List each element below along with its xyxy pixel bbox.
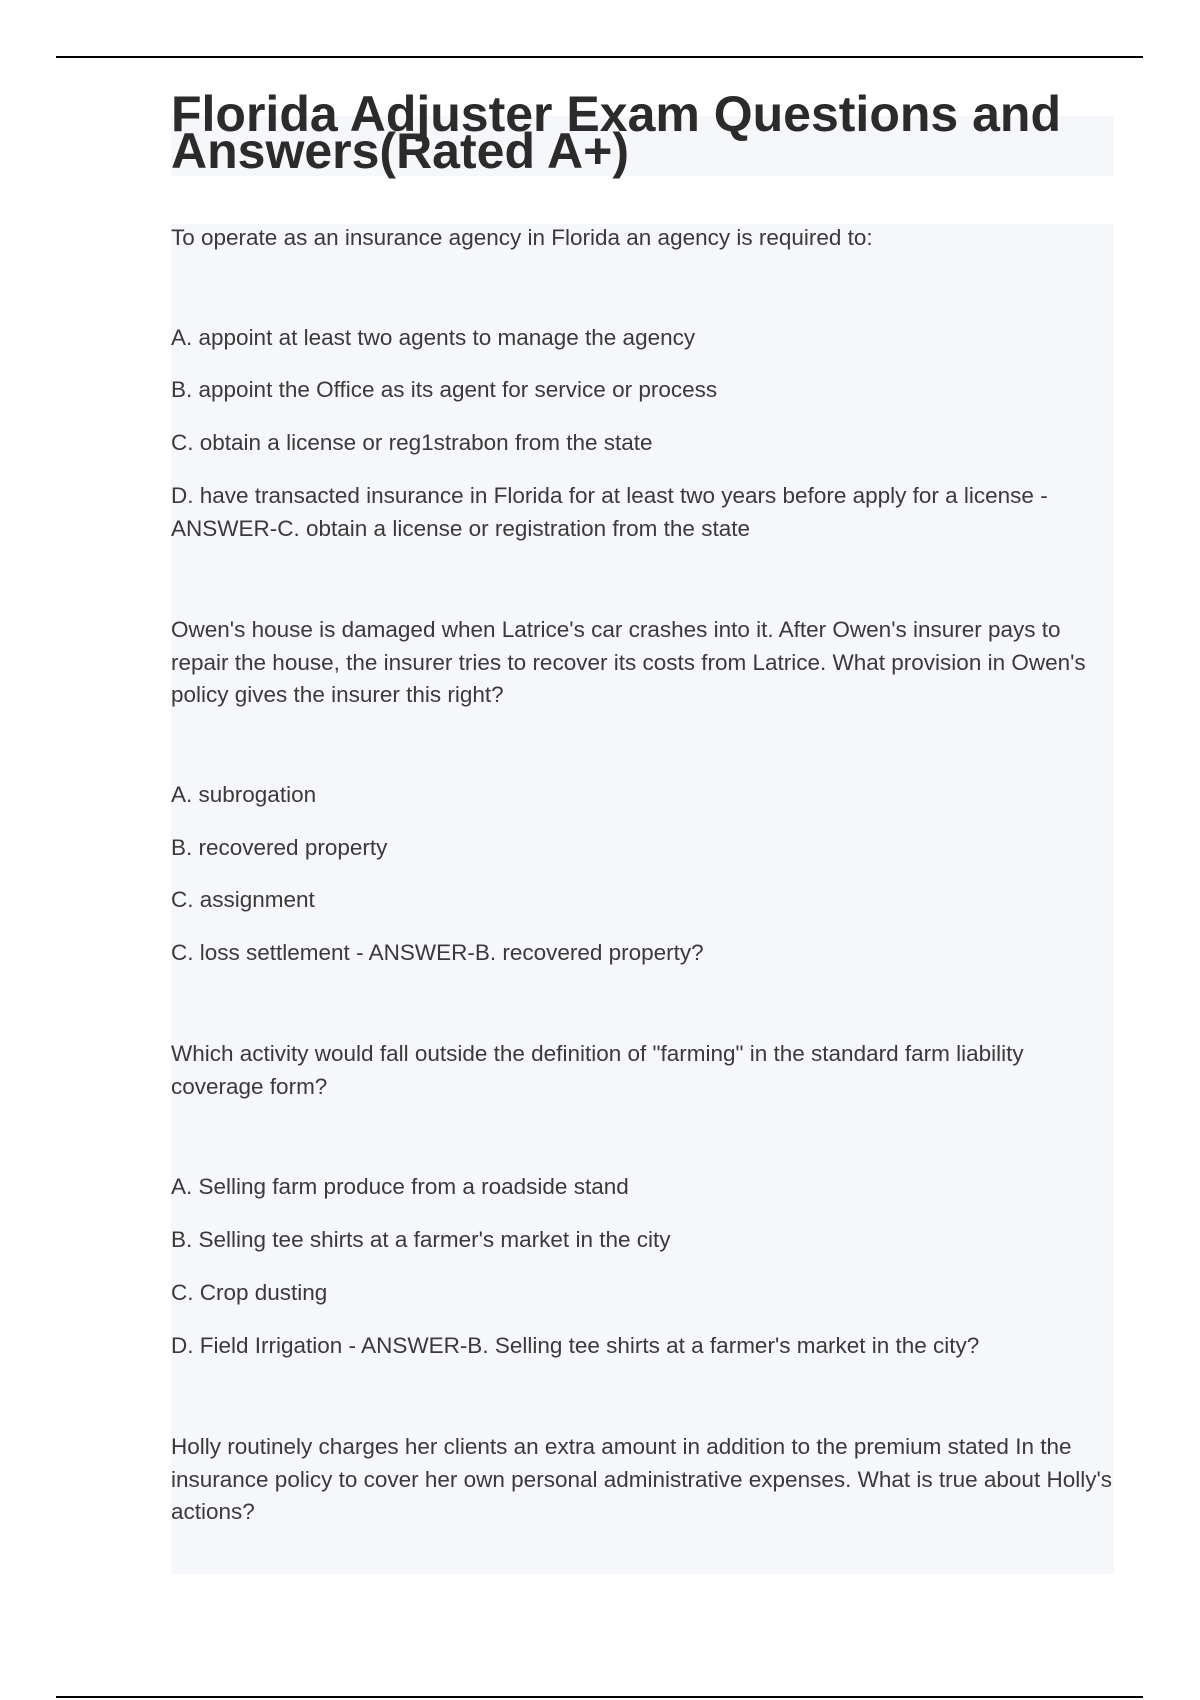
question-2-option-b: B. recovered property <box>171 835 388 860</box>
question-1-prompt: To operate as an insurance agency in Florida an agency is required to: <box>171 225 873 250</box>
question-1-option-c: C. obtain a license or reg1strabon from the state <box>171 430 653 455</box>
bottom-rule <box>56 1696 1143 1698</box>
question-1-option-d-answer: D. have transacted insurance in Florida for at least two years before apply for a license - ANSWER-C. obtain a license or registration from the state <box>171 483 1048 541</box>
question-3-option-c: C. Crop dusting <box>171 1280 328 1305</box>
question-4-prompt: Holly routinely charges her clients an extra amount in addition to the premium stated In the insurance policy to cover her own personal administrative expenses. What is true about Holly's actions? <box>171 1434 1113 1524</box>
question-3-option-b: B. Selling tee shirts at a farmer's market in the city <box>171 1227 671 1252</box>
top-rule <box>56 56 1143 58</box>
question-1-option-a: A. appoint at least two agents to manage the agency <box>171 325 696 350</box>
question-2-option-a: A. subrogation <box>171 782 317 807</box>
question-3-prompt: Which activity would fall outside the definition of "farming" in the standard farm liability coverage form? <box>171 1041 1024 1099</box>
question-3-option-d-answer: D. Field Irrigation - ANSWER-B. Selling tee shirts at a farmer's market in the city? <box>171 1333 980 1358</box>
question-2-option-c: C. assignment <box>171 887 315 912</box>
document-title: Florida Adjuster Exam Questions and Answers(Rated A+) <box>171 86 1061 179</box>
question-2-option-d-answer: C. loss settlement - ANSWER-B. recovered property? <box>171 940 704 965</box>
question-3-option-a: A. Selling farm produce from a roadside stand <box>171 1174 629 1199</box>
question-2-prompt: Owen's house is damaged when Latrice's car crashes into it. After Owen's insurer pays to repair the house, the insurer tries to recover its costs from Latrice. What provision in Owen's policy gives the insurer this right? <box>171 617 1086 707</box>
question-1-option-b: B. appoint the Office as its agent for service or process <box>171 377 718 402</box>
